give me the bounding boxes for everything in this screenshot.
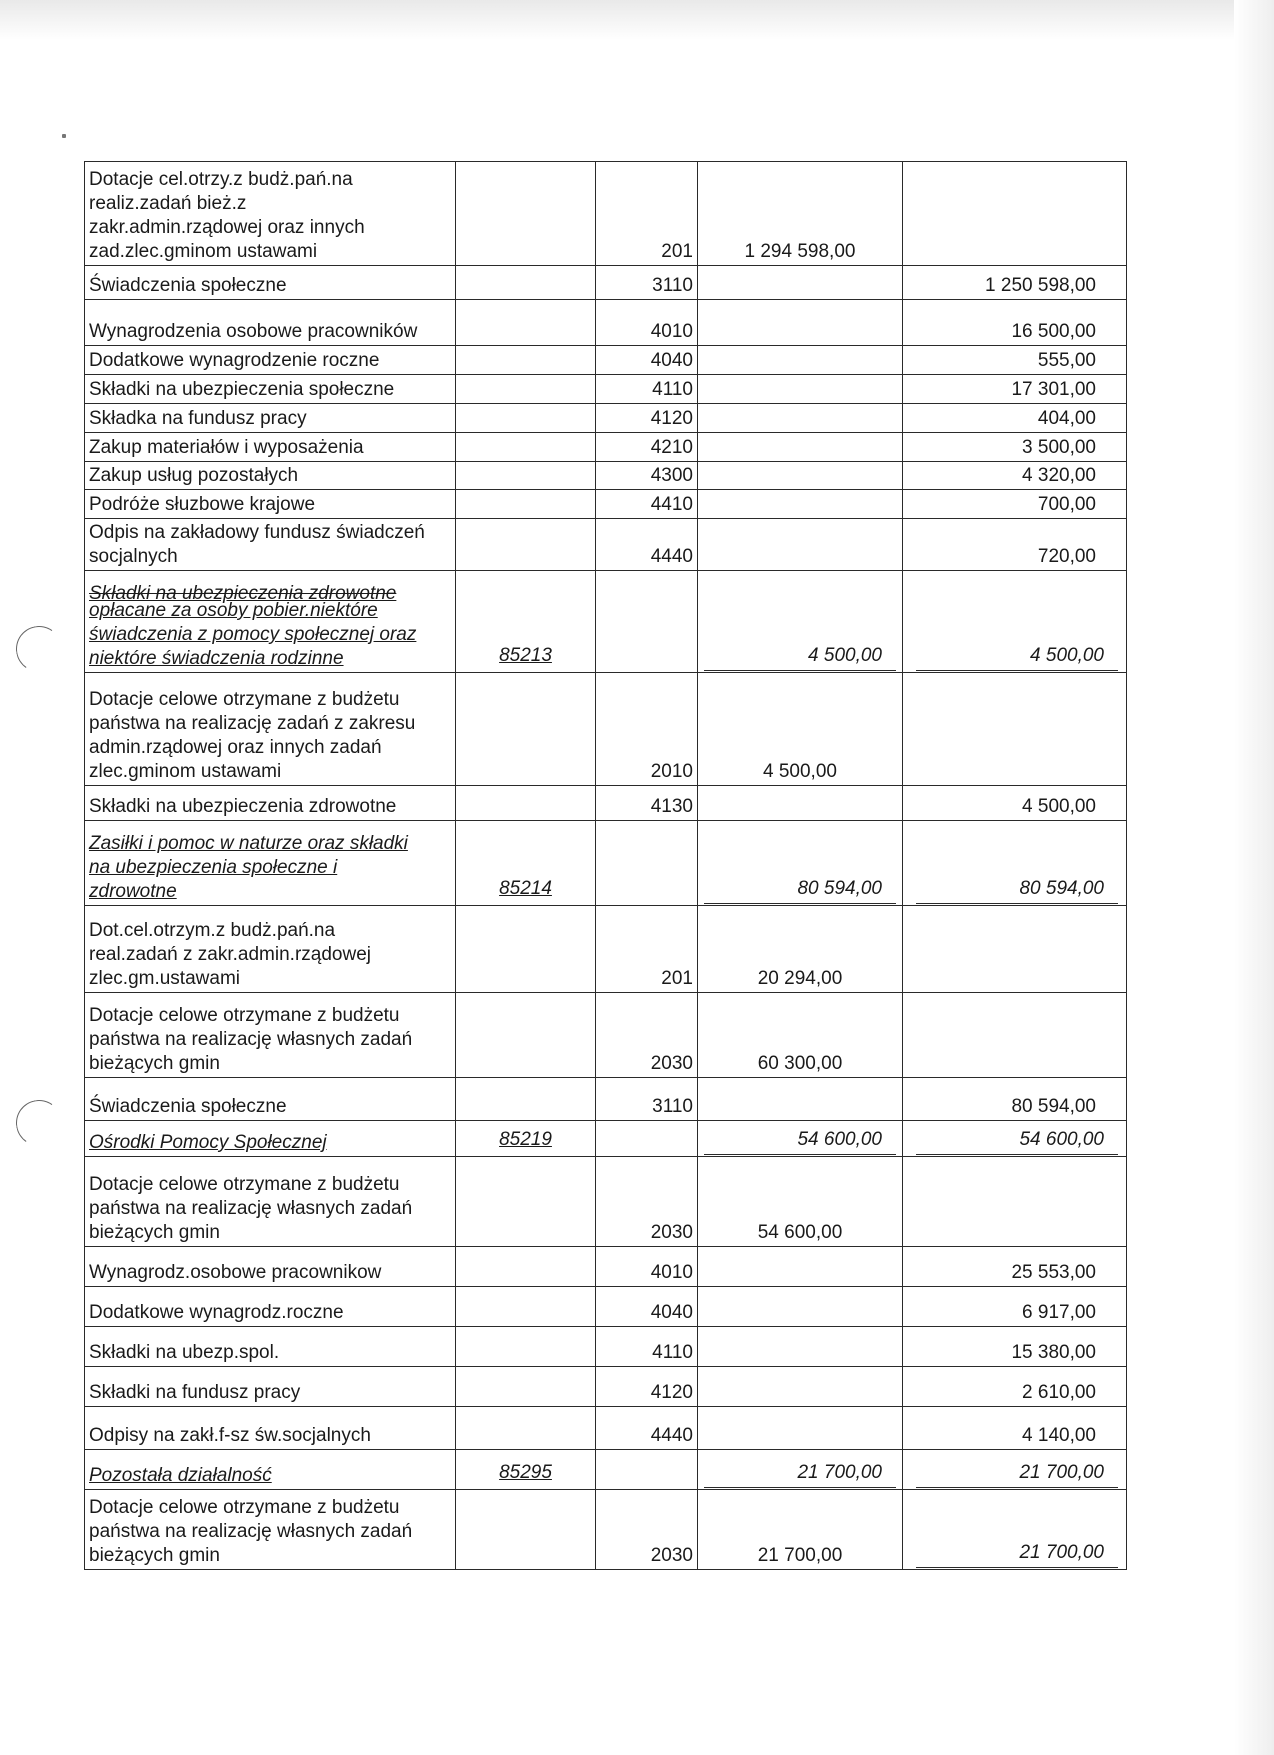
row-description-text: Zakup materiałów i wyposażenia (89, 437, 364, 458)
income-amount (698, 1450, 903, 1490)
section-code (456, 266, 596, 300)
row-description-text: Odpis na zakładowy fundusz świadczeń socjalnych (89, 522, 425, 567)
paragraph-code: 4040 (596, 1287, 698, 1327)
paragraph-code: 2030 (596, 1157, 698, 1247)
section-code (456, 300, 596, 346)
section-code (456, 1157, 596, 1247)
expense-amount (903, 375, 1127, 404)
table-row (85, 1327, 1127, 1367)
expense-amount (903, 519, 1127, 571)
income-amount (698, 786, 903, 821)
section-code (456, 1367, 596, 1407)
expense-amount (903, 571, 1127, 673)
expense-amount-text: 404,00 (1037, 408, 1096, 429)
income-amount (698, 1247, 903, 1287)
section-code (456, 346, 596, 375)
income-amount (698, 490, 903, 519)
punch-hole-mark (12, 1096, 65, 1149)
table-row (85, 786, 1127, 821)
income-amount (698, 821, 903, 906)
paragraph-code: 4440 (596, 519, 698, 571)
expense-amount (903, 1247, 1127, 1287)
scan-right-edge (1234, 0, 1274, 1755)
income-amount (698, 300, 903, 346)
table-section-row (85, 821, 1127, 906)
row-description-text: Podróże słuzbowe krajowe (89, 494, 316, 515)
income-amount (698, 1157, 903, 1247)
row-description (85, 1157, 456, 1247)
paragraph-code: 4010 (596, 1247, 698, 1287)
section-code (456, 786, 596, 821)
expense-amount-text: 4 140,00 (1022, 1425, 1096, 1446)
section-code-text: 85214 (499, 878, 552, 899)
row-description (85, 673, 456, 786)
expense-amount (903, 266, 1127, 300)
section-code-text: 85213 (499, 645, 552, 666)
row-description (85, 375, 456, 404)
expense-amount-text: 80 594,00 (1011, 1096, 1096, 1117)
row-description-text: Dotacje celowe otrzymane z budżetu państwa na realizację własnych zadań bieżących gmin (89, 1497, 413, 1566)
income-amount (698, 1287, 903, 1327)
expense-amount (903, 673, 1127, 786)
income-amount (698, 375, 903, 404)
income-amount-text: 1 294 598,00 (744, 241, 856, 262)
table-row (85, 1078, 1127, 1121)
row-description-text: Dotacje cel.otrzy.z budż.pań.na realiz.zadań bież.z zakr.admin.rządowej oraz innych zad.zlec.gminom ustawami (89, 169, 365, 262)
income-amount (698, 1121, 903, 1157)
expense-amount (903, 786, 1127, 821)
row-description (85, 1407, 456, 1450)
expense-amount (903, 1407, 1127, 1450)
table-row (85, 1490, 1127, 1570)
row-description-text: Ośrodki Pomocy Społecznej (89, 1132, 327, 1153)
paragraph-code (596, 1450, 698, 1490)
table-row (85, 993, 1127, 1078)
punch-hole-mark (12, 622, 65, 675)
expense-amount-text: 54 600,00 (916, 1128, 1118, 1155)
row-description-text: Składki na ubezpieczenia społeczne (89, 379, 395, 400)
expense-amount (903, 1157, 1127, 1247)
expense-amount (903, 490, 1127, 519)
expense-amount (903, 162, 1127, 266)
paragraph-code: 4110 (596, 375, 698, 404)
paragraph-code: 2030 (596, 1490, 698, 1570)
row-description-text: Składka na fundusz pracy (89, 408, 307, 429)
paragraph-code: 4130 (596, 786, 698, 821)
income-amount (698, 1367, 903, 1407)
row-description-text: Dodatkowe wynagrodzenie roczne (89, 350, 380, 371)
table-row (85, 1157, 1127, 1247)
paragraph-code (596, 821, 698, 906)
section-code (456, 519, 596, 571)
budget-table (84, 161, 1127, 1570)
paragraph-code: 4110 (596, 1327, 698, 1367)
paragraph-code: 4210 (596, 433, 698, 462)
section-code (456, 1450, 596, 1490)
row-description (85, 162, 456, 266)
expense-amount-text: 21 700,00 (916, 1541, 1118, 1568)
row-description (85, 300, 456, 346)
row-description (85, 1490, 456, 1570)
table-row (85, 346, 1127, 375)
row-description (85, 490, 456, 519)
section-code (456, 404, 596, 433)
row-description-text: Pozostała działalność (89, 1465, 272, 1486)
section-code (456, 1247, 596, 1287)
row-description (85, 1121, 456, 1157)
table-row (85, 906, 1127, 993)
row-description-text: Wynagrodz.osobowe pracownikow (89, 1262, 382, 1283)
section-code (456, 433, 596, 462)
row-description (85, 1078, 456, 1121)
table-section-row (85, 1121, 1127, 1157)
expense-amount-text: 555,00 (1037, 350, 1096, 371)
expense-amount (903, 1450, 1127, 1490)
section-code (456, 1287, 596, 1327)
income-amount (698, 433, 903, 462)
expense-amount-text: 16 500,00 (1011, 321, 1096, 342)
row-description-text: Składki na fundusz pracy (89, 1382, 301, 1403)
expense-amount-text: 21 700,00 (916, 1461, 1118, 1488)
section-code (456, 571, 596, 673)
expense-amount (903, 906, 1127, 993)
row-description (85, 1367, 456, 1407)
table-row (85, 673, 1127, 786)
expense-amount-text: 1 250 598,00 (985, 275, 1096, 296)
row-description-text: Dodatkowe wynagrodz.roczne (89, 1302, 344, 1323)
row-description-text: Zasiłki i pomoc w naturze oraz składki na ubezpieczenia społeczne i zdrowotne (89, 833, 408, 902)
scan-top-shadow (0, 0, 1274, 40)
paragraph-code: 2030 (596, 993, 698, 1078)
expense-amount (903, 1078, 1127, 1121)
expense-amount (903, 433, 1127, 462)
income-amount-text: 21 700,00 (757, 1545, 843, 1566)
income-amount (698, 266, 903, 300)
paragraph-code (596, 1121, 698, 1157)
paragraph-code: 4120 (596, 404, 698, 433)
row-description (85, 346, 456, 375)
paragraph-code (596, 571, 698, 673)
table-row (85, 266, 1127, 300)
paragraph-code: 2010 (596, 673, 698, 786)
row-description-text: Zakup usług pozostałych (89, 465, 299, 486)
row-description-text: Dot.cel.otrzym.z budż.pań.na real.zadań z zakr.admin.rządowej zlec.gm.ustawami (89, 920, 371, 989)
section-code (456, 1327, 596, 1367)
income-amount-text: 80 594,00 (704, 877, 896, 904)
table-row (85, 1247, 1127, 1287)
expense-amount-text: 6 917,00 (1022, 1302, 1096, 1323)
expense-amount-text: 4 500,00 (916, 644, 1118, 671)
section-code (456, 1121, 596, 1157)
section-code (456, 162, 596, 266)
row-description (85, 786, 456, 821)
expense-amount (903, 346, 1127, 375)
expense-amount-text: 25 553,00 (1011, 1262, 1096, 1283)
expense-amount-text: 720,00 (1037, 546, 1096, 567)
income-amount-text: 4 500,00 (704, 644, 896, 671)
expense-amount (903, 1490, 1127, 1570)
income-amount (698, 404, 903, 433)
paragraph-code: 4300 (596, 462, 698, 490)
table-row (85, 1367, 1127, 1407)
row-description-text: Świadczenia społeczne (89, 1096, 287, 1117)
table-section-row (85, 571, 1127, 673)
expense-amount-text: 80 594,00 (916, 877, 1118, 904)
expense-amount (903, 1121, 1127, 1157)
expense-amount-text: 17 301,00 (1011, 379, 1096, 400)
table-row (85, 1407, 1127, 1450)
expense-amount-text: 15 380,00 (1011, 1342, 1096, 1363)
income-amount-text: 60 300,00 (757, 1053, 843, 1074)
income-amount-text: 20 294,00 (757, 968, 843, 989)
section-code (456, 1078, 596, 1121)
section-code (456, 821, 596, 906)
table-row (85, 375, 1127, 404)
section-code (456, 1407, 596, 1450)
row-description (85, 404, 456, 433)
table-row (85, 433, 1127, 462)
row-description-text: Składki na ubezp.spol. (89, 1342, 280, 1363)
section-code (456, 673, 596, 786)
paragraph-code: 3110 (596, 266, 698, 300)
section-code-text: 85295 (499, 1462, 552, 1483)
row-description (85, 266, 456, 300)
row-description (85, 1450, 456, 1490)
paragraph-code: 4010 (596, 300, 698, 346)
income-amount (698, 673, 903, 786)
expense-amount (903, 300, 1127, 346)
section-code (456, 375, 596, 404)
table-row (85, 300, 1127, 346)
row-description (85, 1247, 456, 1287)
budget-table-body (85, 162, 1127, 1570)
expense-amount-text: 3 500,00 (1022, 437, 1096, 458)
income-amount (698, 1490, 903, 1570)
section-code (456, 462, 596, 490)
expense-amount-text: 700,00 (1037, 494, 1096, 515)
income-amount-text: 21 700,00 (704, 1461, 896, 1488)
section-code-text: 85219 (499, 1129, 552, 1150)
income-amount (698, 462, 903, 490)
expense-amount (903, 821, 1127, 906)
income-amount-text: 54 600,00 (757, 1222, 843, 1243)
row-description-text: Dotacje celowe otrzymane z budżetu państwa na realizację własnych zadań bieżących gmin (89, 1005, 413, 1074)
row-description (85, 821, 456, 906)
section-code (456, 993, 596, 1078)
row-description-text: opłacane za osoby pobier.niektóre świadczenia z pomocy społecznej oraz niektóre świadczenia rodzinne (89, 600, 417, 669)
row-description (85, 1287, 456, 1327)
row-description (85, 993, 456, 1078)
row-description-text: Dotacje celowe otrzymane z budżetu państwa na realizację zadań z zakresu admin.rządowej oraz innych zadań zlec.gminom ustawami (89, 689, 416, 782)
income-amount (698, 346, 903, 375)
row-description-text: Dotacje celowe otrzymane z budżetu państwa na realizację własnych zadań bieżących gmin (89, 1174, 413, 1243)
row-description (85, 1327, 456, 1367)
expense-amount-text: 4 320,00 (1022, 465, 1096, 486)
expense-amount (903, 1367, 1127, 1407)
income-amount (698, 1327, 903, 1367)
paragraph-code: 201 (596, 162, 698, 266)
expense-amount-text: 2 610,00 (1022, 1382, 1096, 1403)
table-row (85, 462, 1127, 490)
paragraph-code: 4440 (596, 1407, 698, 1450)
row-description-text: Świadczenia społeczne (89, 275, 287, 296)
paragraph-code: 201 (596, 906, 698, 993)
row-description (85, 906, 456, 993)
table-row (85, 162, 1127, 266)
income-amount (698, 906, 903, 993)
paragraph-code: 3110 (596, 1078, 698, 1121)
table-row (85, 490, 1127, 519)
section-code (456, 1490, 596, 1570)
scan-speck (62, 134, 66, 138)
row-description (85, 433, 456, 462)
income-amount (698, 571, 903, 673)
expense-amount (903, 404, 1127, 433)
row-description (85, 519, 456, 571)
paragraph-code: 4040 (596, 346, 698, 375)
income-amount-text: 54 600,00 (704, 1128, 896, 1155)
income-amount (698, 1078, 903, 1121)
income-amount-text: 4 500,00 (763, 761, 837, 782)
row-description-text: Odpisy na zakł.f-sz św.socjalnych (89, 1425, 371, 1446)
expense-amount-text: 4 500,00 (1022, 796, 1096, 817)
table-section-row (85, 1450, 1127, 1490)
row-description-text: Wynagrodzenia osobowe pracowników (89, 321, 418, 342)
section-code (456, 490, 596, 519)
income-amount (698, 162, 903, 266)
overlapping-text-fragment: Składki na ubezpieczenia zdrowotne (89, 583, 397, 604)
row-description-text: Składki na ubezpieczenia zdrowotne (89, 796, 397, 817)
table-row (85, 1287, 1127, 1327)
income-amount (698, 1407, 903, 1450)
table-row (85, 519, 1127, 571)
section-code (456, 906, 596, 993)
paragraph-code: 4410 (596, 490, 698, 519)
table-row (85, 404, 1127, 433)
expense-amount (903, 462, 1127, 490)
expense-amount (903, 1287, 1127, 1327)
paragraph-code: 4120 (596, 1367, 698, 1407)
expense-amount (903, 993, 1127, 1078)
expense-amount (903, 1327, 1127, 1367)
income-amount (698, 519, 903, 571)
income-amount (698, 993, 903, 1078)
row-description (85, 571, 456, 673)
row-description (85, 462, 456, 490)
